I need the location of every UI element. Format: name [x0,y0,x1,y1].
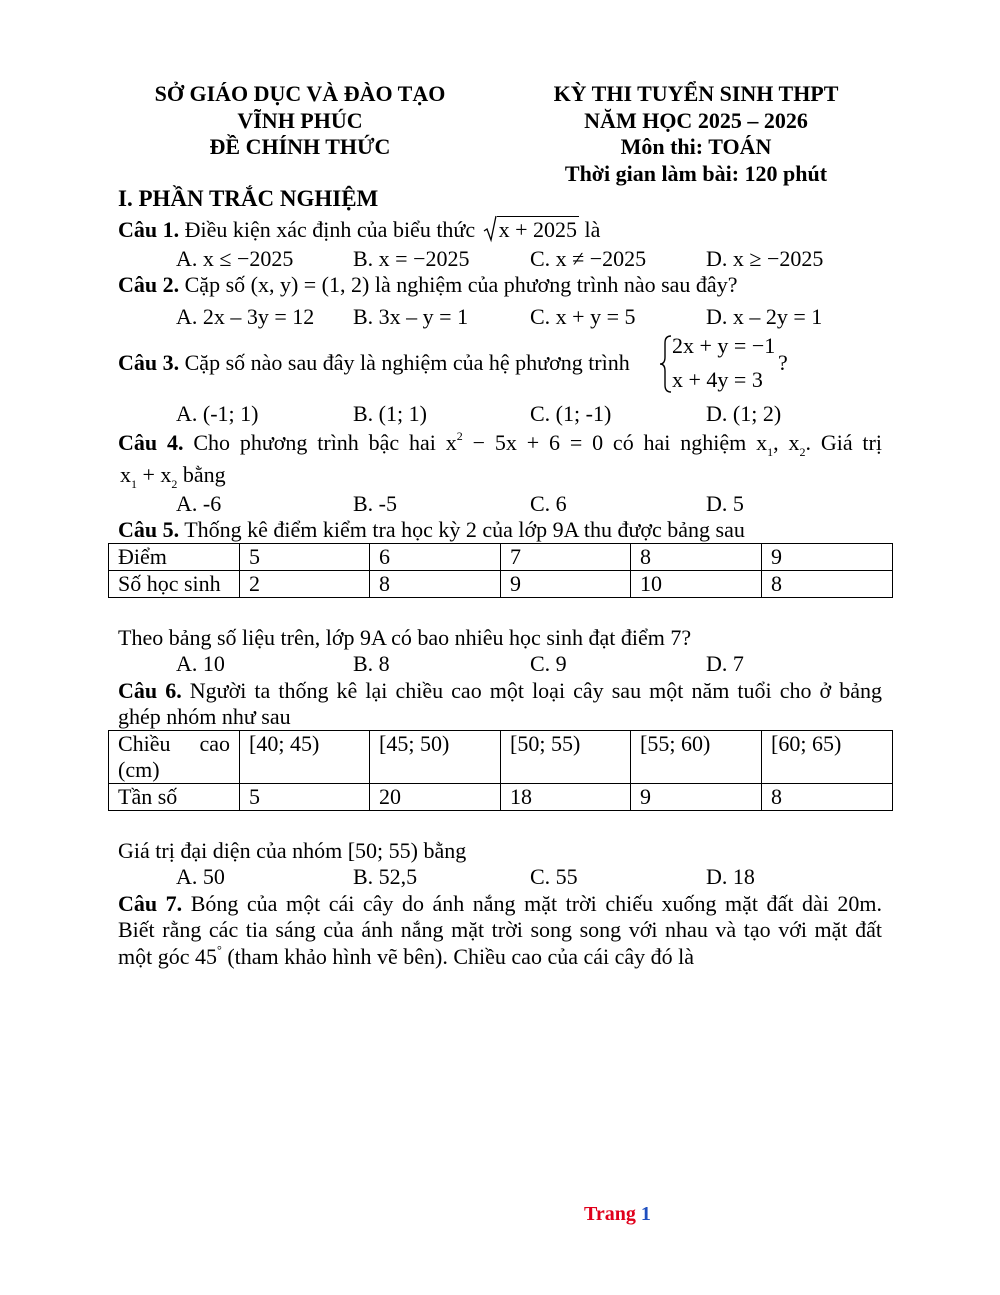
question-5-text: Theo bảng số liệu trên, lớp 9A có bao nhiêu học sinh đạt điểm 7? [118,625,692,650]
sum-sub-1: 1 [131,477,137,491]
q4-option-c: C. 6 [530,491,567,516]
equation-rest: − 5x + 6 = 0 [462,430,604,455]
equation-x: x [445,430,457,455]
department-name: SỞ GIÁO DỤC VÀ ĐÀO TẠO [154,81,446,106]
q5-option-d: D. 7 [706,651,744,676]
q6-option-a: A. 50 [176,864,225,889]
q6-option-c: C. 55 [530,864,578,889]
degree-symbol: ° [217,943,222,957]
table-cell: Số học sinh [109,571,240,598]
table-cell: 5 [240,784,370,811]
sum-mid: + x [137,462,172,487]
radicand: x + 2025 [498,217,578,242]
subject: Môn thi: TOÁN [620,134,772,159]
question-7-line-2: Biết rằng các tia sáng của ánh nắng mặt trời song song với nhau và tạo với mặt đất [118,917,882,942]
q2-option-d: D. x – 2y = 1 [706,304,823,329]
q1-option-d: D. x ≥ −2025 [706,246,824,271]
official-exam-label: ĐỀ CHÍNH THỨC [209,134,391,159]
equation-exponent: 2 [456,429,463,443]
table-cell: 9 [501,571,631,598]
table-cell: 8 [762,784,893,811]
q3-option-c: C. (1; -1) [530,401,612,426]
question-label: Câu 4. [118,430,184,455]
school-header [110,81,490,161]
table-cell: [45; 50) [370,731,501,784]
question-4 [118,430,882,459]
table-cell: [55; 60) [631,731,762,784]
table-cell: Tần số [109,784,240,811]
question-label: Câu 1. [118,217,180,242]
table-row [109,784,893,811]
question-text-end: là [579,217,601,242]
question-1 [118,217,600,243]
system-brace [659,334,673,394]
question-text-3: . Giá trị [805,430,882,455]
question-label: Câu 6. [118,678,182,703]
table-cell: 9 [631,784,762,811]
q4-option-a: A. -6 [176,491,222,516]
q4-option-b: B. -5 [353,491,397,516]
table-cell: Điểm [109,544,240,571]
question-text: Người ta thống kê lại chiều cao một loại cây sau một năm tuổi cho ở bảng [181,678,883,703]
question-4-line-2 [120,462,226,491]
table-cell: [40; 45) [240,731,370,784]
exam-name: KỲ THI TUYỂN SINH THPT [553,81,839,106]
q1-option-b: B. x = −2025 [353,246,470,271]
question-text-4: bằng [177,462,226,487]
question-text: Thống kê điểm kiểm tra học kỳ 2 của lớp 9A thu được bảng sau [179,517,745,542]
q3-option-d: D. (1; 2) [706,401,782,426]
table-cell: 6 [370,544,501,571]
table-row [109,731,893,784]
table-cell: 18 [501,784,631,811]
sqrt-expression [483,217,579,243]
page-number: 1 [640,1203,651,1225]
table-cell: 8 [631,544,762,571]
q1-option-a: A. x ≤ −2025 [176,246,294,271]
root-sub-1: 1 [767,445,774,459]
page-footer [584,1203,651,1226]
table-cell: 7 [501,544,631,571]
angle-value: 45 [195,944,217,969]
table-cell: 20 [370,784,501,811]
q6-option-b: B. 52,5 [353,864,418,889]
q1-option-c: C. x ≠ −2025 [530,246,647,271]
table-cell: 8 [762,571,893,598]
province-name: VĨNH PHÚC [237,107,363,133]
question-label: Câu 2. [118,272,180,297]
question-text: Cặp số nào sau đây là nghiệm của hệ phương trình [179,350,630,375]
question-label: Câu 3. [118,350,180,375]
question-label: Câu 5. [118,517,180,542]
system-equation-1: 2x + y = −1 [672,333,776,358]
question-label: Câu 7. [118,891,183,916]
page-word: Trang [584,1203,641,1225]
q3-option-b: B. (1; 1) [353,401,427,426]
q3-option-a: A. (-1; 1) [176,401,259,426]
question-text-3a: một góc [118,944,195,969]
question-text: Cho phương trình bậc hai [183,430,446,455]
q4-option-d: D. 5 [706,491,744,516]
root-x1: x [756,430,768,455]
table-cell: 9 [762,544,893,571]
sum-sub-2: 2 [171,477,178,491]
time-limit: Thời gian làm bài: 120 phút [564,160,828,186]
question-text: Cặp số (x, y) = (1, 2) là nghiệm của phương trình nào sau đây? [179,272,738,297]
section-title: I. PHẦN TRẮC NGHIỆM [118,186,379,211]
question-6-text: Giá trị đại diện của nhóm [50; 55) bằng [118,838,467,863]
question-text: Bóng của một cái cây do ánh nắng mặt trời chiếu xuống mặt đất dài 20m. [182,891,882,916]
sum-x1: x [120,462,131,487]
table-cell: 10 [631,571,762,598]
height-table [108,730,893,811]
exam-header [506,81,886,187]
question-text: Điều kiện xác định của biểu thức [179,217,481,242]
q2-option-c: C. x + y = 5 [530,304,636,329]
question-6-line-2: ghép nhóm như sau [118,704,291,729]
table-cell: 8 [370,571,501,598]
root-sub-2: 2 [799,445,806,459]
question-5 [118,517,745,543]
q5-option-c: C. 9 [530,651,567,676]
q2-option-a: A. 2x – 3y = 12 [176,304,315,329]
school-year: NĂM HỌC 2025 – 2026 [584,107,808,133]
table-row [109,571,893,598]
sqrt-sign [483,215,497,243]
question-mark: ? [778,350,788,375]
system-equation-2: x + 4y = 3 [672,367,763,392]
question-7 [118,891,882,917]
question-2 [118,272,737,298]
question-text-3b: (tham khảo hình vẽ bên). Chiều cao của cái cây đó là [221,944,695,969]
q5-option-b: B. 8 [353,651,390,676]
q5-option-a: A. 10 [176,651,225,676]
table-cell: [50; 55) [501,731,631,784]
table-cell: Chiều cao (cm) [109,731,240,784]
question-6 [118,678,882,704]
question-7-line-3 [118,944,694,973]
score-table [108,543,893,598]
table-cell: 5 [240,544,370,571]
table-row [109,544,893,571]
table-cell: [60; 65) [762,731,893,784]
question-text-2: có hai nghiệm [603,430,757,455]
q2-option-b: B. 3x – y = 1 [353,304,469,329]
table-cell: 2 [240,571,370,598]
question-3 [118,350,630,376]
root-x2: , x [773,430,800,455]
q6-option-d: D. 18 [706,864,755,889]
